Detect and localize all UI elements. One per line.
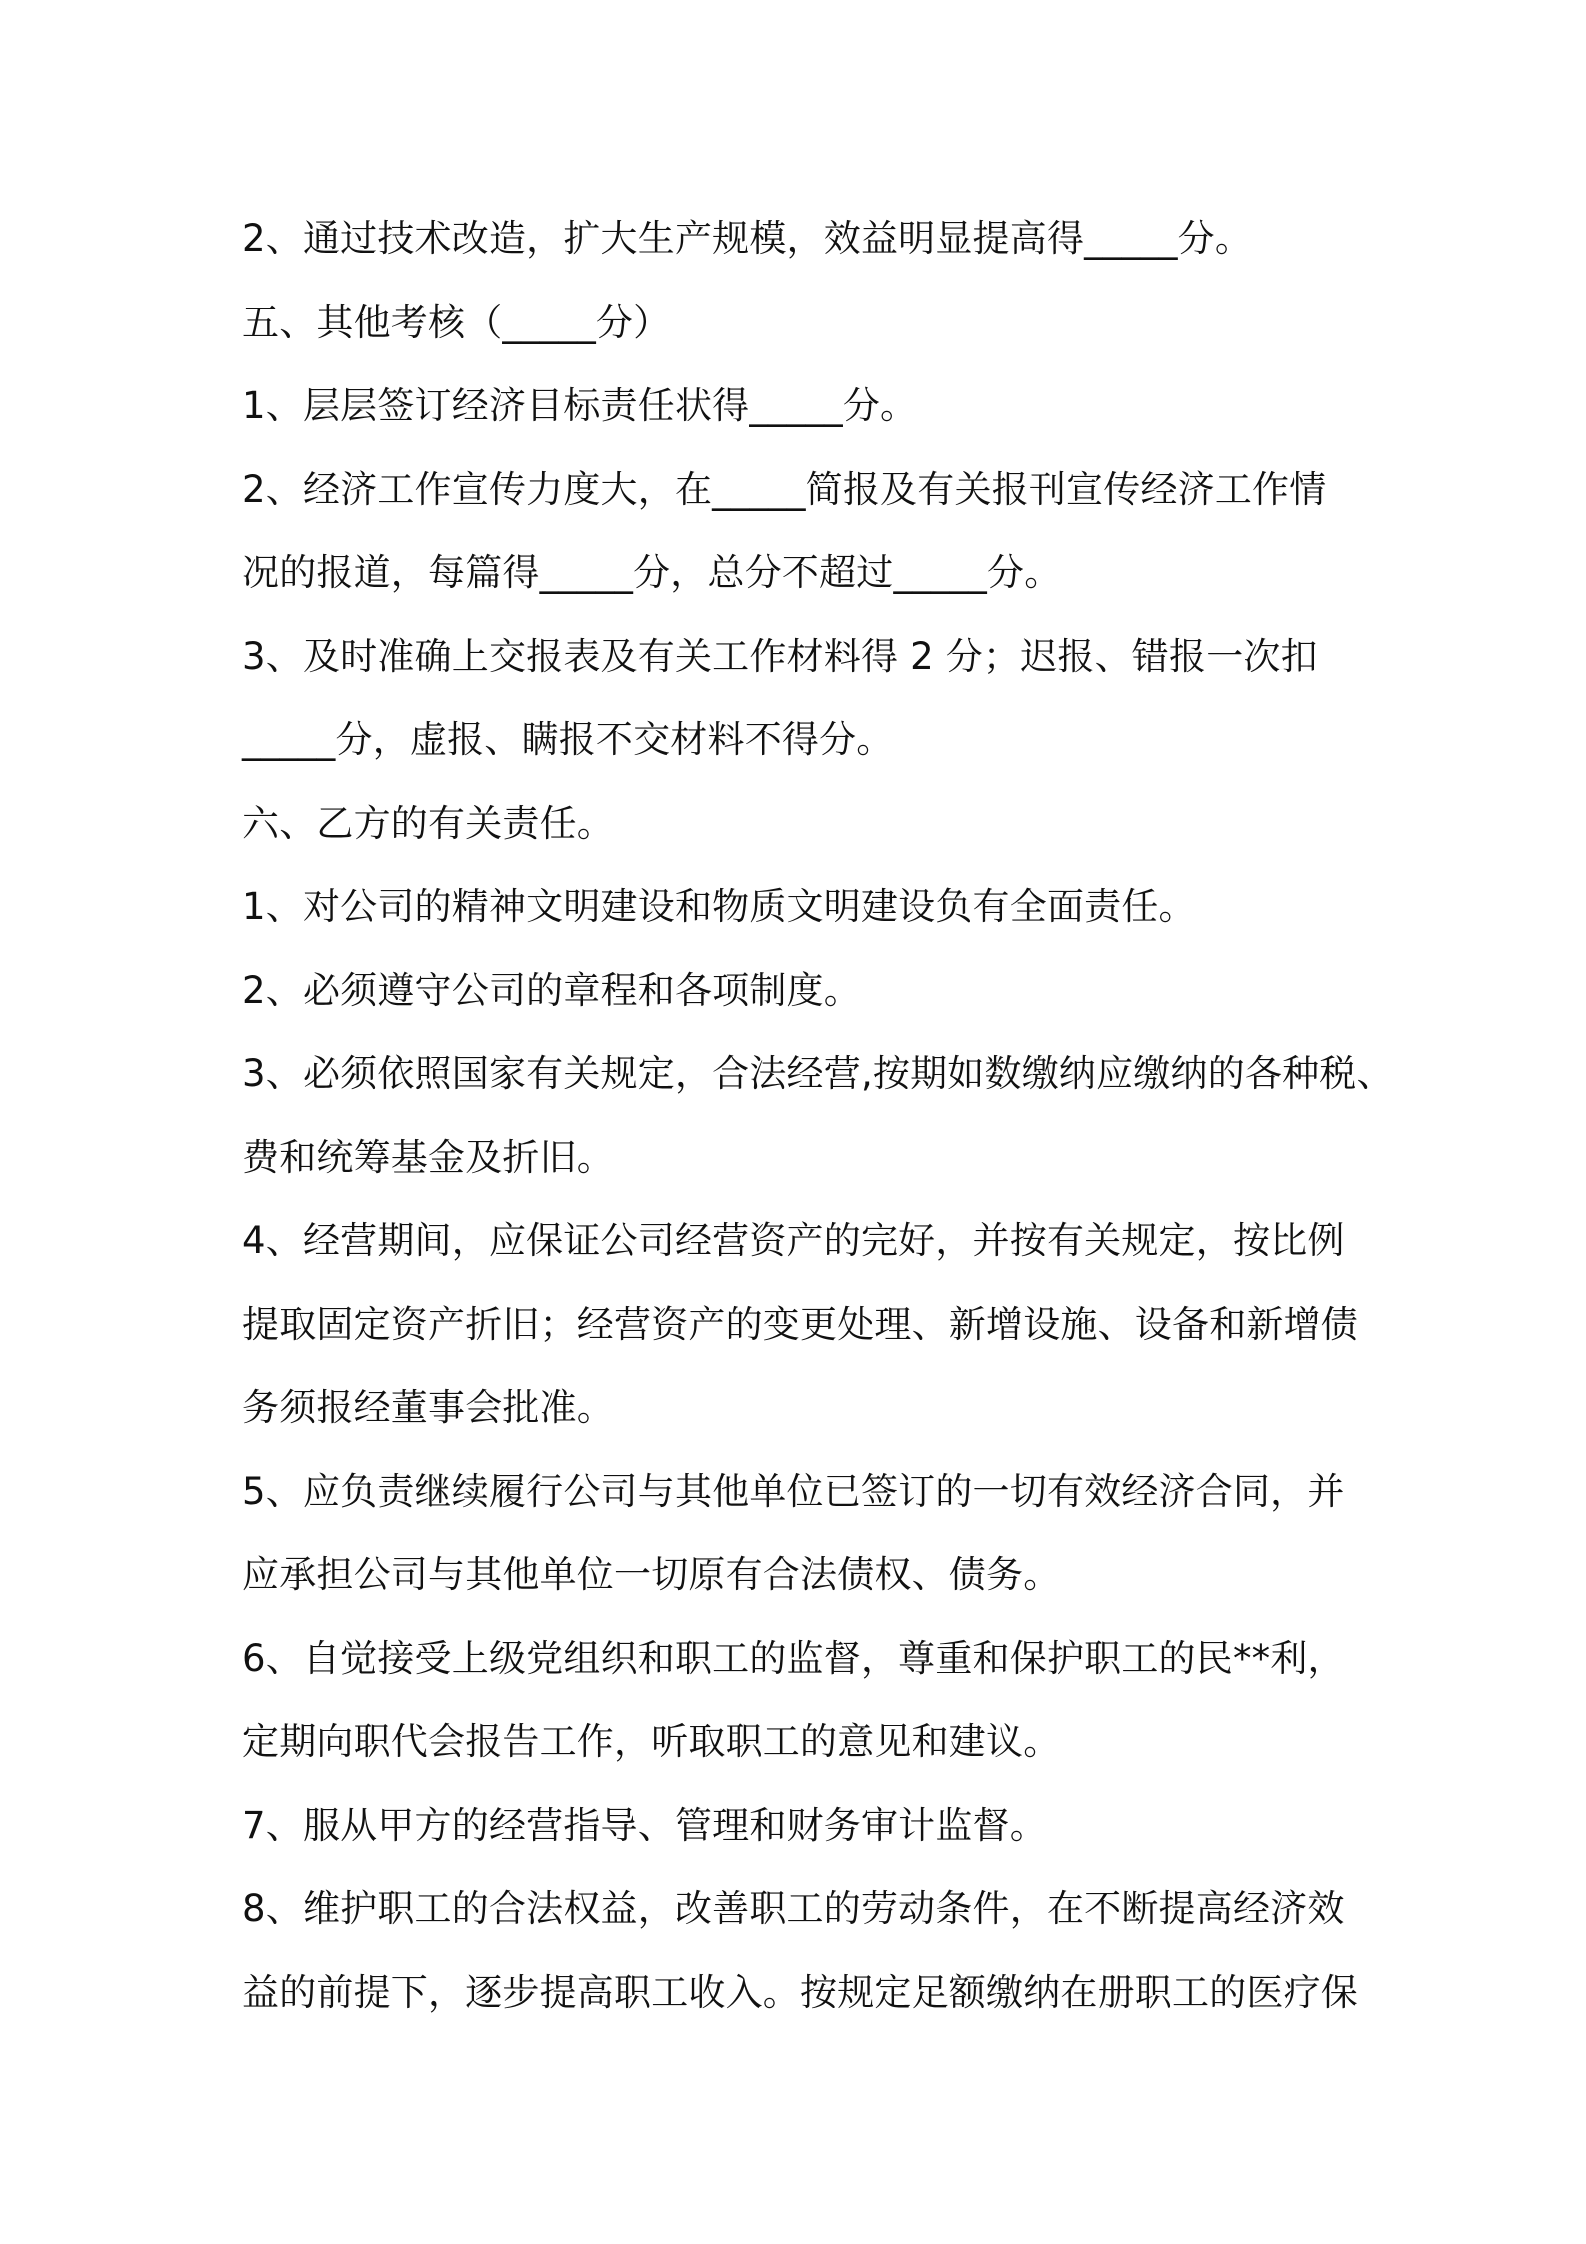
text-line: 务须报经董事会批准。: [242, 1386, 614, 1429]
text-line: 6、自觉接受上级党组织和职工的监督，尊重和保护职工的民**利，: [242, 1636, 1345, 1680]
text-line: 提取固定资产折旧；经营资产的变更处理、新增设施、设备和新增债: [242, 1302, 1358, 1346]
text-line: 六、乙方的有关责任。: [242, 801, 614, 845]
text-line: 2、必须遵守公司的章程和各项制度。: [242, 968, 861, 1012]
text-line: 况的报道，每篇得_____分，总分不超过_____分。: [242, 551, 1062, 594]
text-line: 5、应负责继续履行公司与其他单位已签订的一切有效经济合同，并: [242, 1469, 1345, 1513]
text-line: 2、经济工作宣传力度大，在_____简报及有关报刊宣传经济工作情: [242, 467, 1327, 511]
text-line: 3、必须依照国家有关规定，合法经营,按期如数缴纳应缴纳的各种税、: [242, 1052, 1394, 1095]
text-line: 定期向职代会报告工作，听取职工的意见和建议。: [242, 1720, 1061, 1763]
text-line: _____分，虚报、瞒报不交材料不得分。: [242, 718, 894, 761]
text-line: 费和统筹基金及折旧。: [242, 1135, 614, 1179]
text-line: 3、及时准确上交报表及有关工作材料得 2 分；迟报、错报一次扣: [242, 634, 1318, 678]
text-line: 益的前提下，逐步提高职工收入。按规定足额缴纳在册职工的医疗保: [242, 1970, 1358, 2014]
text-line: 2、通过技术改造，扩大生产规模，效益明显提高得_____分。: [242, 217, 1253, 260]
text-line: 应承担公司与其他单位一切原有合法债权、债务。: [242, 1553, 1061, 1596]
text-line: 1、层层签订经济目标责任状得_____分。: [242, 384, 918, 427]
text-line: 7、服从甲方的经营指导、管理和财务审计监督。: [242, 1803, 1047, 1847]
document-body: [242, 197, 1394, 2034]
text-line: 8、维护职工的合法权益，改善职工的劳动条件，在不断提高经济效: [242, 1887, 1345, 1930]
text-line: 1、对公司的精神文明建设和物质文明建设负有全面责任。: [242, 885, 1196, 928]
text-line: 4、经营期间，应保证公司经营资产的完好，并按有关规定，按比例: [242, 1219, 1345, 1262]
text-line: 五、其他考核（_____分）: [242, 300, 671, 344]
